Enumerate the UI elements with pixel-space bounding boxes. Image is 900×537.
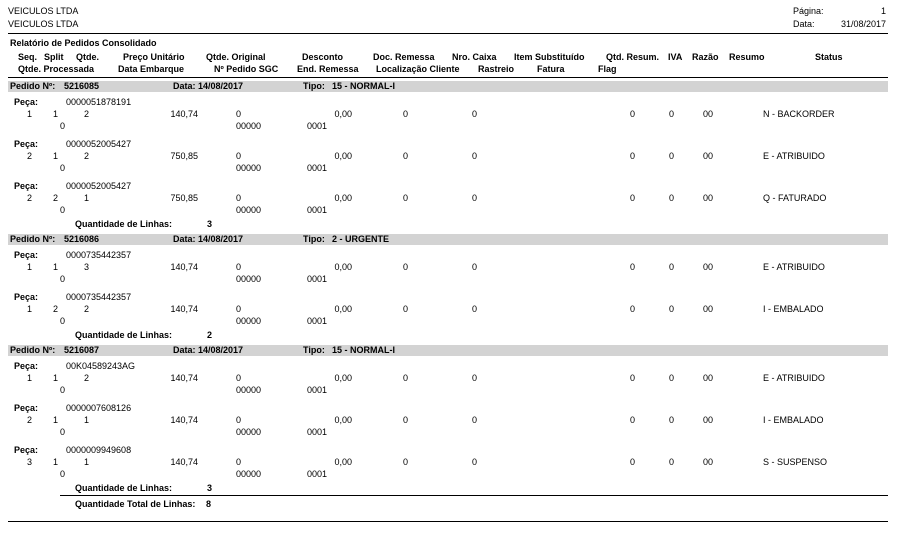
lines-count: 2 <box>207 330 213 340</box>
item-razao: 00 <box>703 415 714 425</box>
lines-count-label: Quantidade de Linhas: <box>75 483 173 493</box>
item-qtde-original: 0 <box>236 193 242 203</box>
item-seq: 1 <box>26 109 32 119</box>
col-end-remessa: End. Remessa <box>297 64 359 74</box>
item-qtde-original: 0 <box>236 304 242 314</box>
item-razao: 00 <box>703 304 714 314</box>
item-status: I - EMBALADO <box>763 415 824 425</box>
item-seq: 1 <box>26 373 32 383</box>
item-iva: 0 <box>669 151 675 161</box>
item-split: 1 <box>52 109 58 119</box>
part-label: Peça: <box>14 139 39 149</box>
total-divider <box>60 495 888 496</box>
col-seq: Seq. <box>18 52 38 62</box>
col-preco-unitario: Preço Unitário <box>123 52 185 62</box>
item-n-pedido-sgc: 00000 <box>236 385 262 395</box>
item-end-remessa: 0001 <box>307 316 328 326</box>
col-data-embarque: Data Embarque <box>118 64 185 74</box>
order-header-band <box>8 81 888 92</box>
item-seq: 2 <box>26 193 32 203</box>
item-status: Q - FATURADO <box>763 193 827 203</box>
col-razao: Razão <box>692 52 719 62</box>
order-type-label: Tipo: <box>303 81 325 91</box>
item-qtde-original: 0 <box>236 415 242 425</box>
order-type-label: Tipo: <box>303 234 325 244</box>
col-qtde-original: Qtde. Original <box>206 52 266 62</box>
item-nro-caixa: 0 <box>472 457 478 467</box>
item-seq: 2 <box>26 151 32 161</box>
company-name-line2: VEICULOS LTDA <box>8 19 79 29</box>
col-split: Split <box>44 52 64 62</box>
item-iva: 0 <box>669 457 675 467</box>
col-status: Status <box>815 52 843 62</box>
item-n-pedido-sgc: 00000 <box>236 427 262 437</box>
item-razao: 00 <box>703 457 714 467</box>
col-qtde: Qtde. <box>76 52 100 62</box>
item-qtd-resum: 0 <box>630 262 636 272</box>
item-qtd-resum: 0 <box>630 373 636 383</box>
page-label: Página: <box>793 6 824 16</box>
item-qtde: 2 <box>83 109 89 119</box>
item-end-remessa: 0001 <box>307 427 328 437</box>
col-fatura: Fatura <box>537 64 565 74</box>
part-number: 0000009949608 <box>66 445 132 455</box>
order-date-label: Data: <box>173 345 196 355</box>
item-seq: 3 <box>26 457 32 467</box>
col-rastreio: Rastreio <box>478 64 515 74</box>
item-split: 1 <box>52 262 58 272</box>
col-resumo: Resumo <box>729 52 765 62</box>
item-razao: 00 <box>703 151 714 161</box>
item-nro-caixa: 0 <box>472 193 478 203</box>
total-lines-count: 8 <box>206 499 212 509</box>
col-qtd-resum: Qtd. Resum. <box>606 52 660 62</box>
order-date-label: Data: <box>173 234 196 244</box>
item-qtde-original: 0 <box>236 109 242 119</box>
item-razao: 00 <box>703 373 714 383</box>
item-end-remessa: 0001 <box>307 121 328 131</box>
item-qtde-processada: 0 <box>60 205 66 215</box>
item-status: E - ATRIBUIDO <box>763 151 825 161</box>
part-number: 0000052005427 <box>66 139 132 149</box>
item-qtd-resum: 0 <box>630 304 636 314</box>
lines-count-label: Quantidade de Linhas: <box>75 330 173 340</box>
item-razao: 00 <box>703 193 714 203</box>
item-preco-unitario: 140,74 <box>170 109 198 119</box>
total-lines-label: Quantidade Total de Linhas: <box>75 499 196 509</box>
order-number: 5216087 <box>64 345 100 355</box>
item-preco-unitario: 140,74 <box>170 373 198 383</box>
item-status: S - SUSPENSO <box>763 457 828 467</box>
item-n-pedido-sgc: 00000 <box>236 163 262 173</box>
item-status: E - ATRIBUIDO <box>763 262 825 272</box>
item-qtde-processada: 0 <box>60 385 66 395</box>
item-nro-caixa: 0 <box>472 373 478 383</box>
item-qtd-resum: 0 <box>630 151 636 161</box>
item-qtd-resum: 0 <box>630 193 636 203</box>
order-type-label: Tipo: <box>303 345 325 355</box>
item-split: 1 <box>52 373 58 383</box>
item-end-remessa: 0001 <box>307 205 328 215</box>
order-date-label: Data: <box>173 81 196 91</box>
part-label: Peça: <box>14 181 39 191</box>
order-number-label: Pedido Nº: <box>10 81 56 91</box>
item-split: 1 <box>52 457 58 467</box>
order-date: 14/08/2017 <box>198 81 244 91</box>
col-desconto: Desconto <box>302 52 344 62</box>
order-number: 5216085 <box>64 81 100 91</box>
item-split: 1 <box>52 415 58 425</box>
item-qtde-processada: 0 <box>60 121 66 131</box>
item-desconto: 0,00 <box>334 415 352 425</box>
lines-count-label: Quantidade de Linhas: <box>75 219 173 229</box>
item-qtde-processada: 0 <box>60 469 66 479</box>
date-label: Data: <box>793 19 815 29</box>
item-end-remessa: 0001 <box>307 163 328 173</box>
item-doc-remessa: 0 <box>403 457 409 467</box>
lines-count: 3 <box>207 483 213 493</box>
order-date: 14/08/2017 <box>198 345 244 355</box>
item-doc-remessa: 0 <box>403 304 409 314</box>
item-desconto: 0,00 <box>334 373 352 383</box>
item-n-pedido-sgc: 00000 <box>236 121 262 131</box>
item-split: 1 <box>52 151 58 161</box>
col-nro-caixa: Nro. Caixa <box>452 52 497 62</box>
item-razao: 00 <box>703 109 714 119</box>
item-qtde-processada: 0 <box>60 427 66 437</box>
item-qtde: 3 <box>83 262 89 272</box>
item-iva: 0 <box>669 262 675 272</box>
item-desconto: 0,00 <box>334 262 352 272</box>
report-date: 31/08/2017 <box>840 19 886 29</box>
company-name-line1: VEICULOS LTDA <box>8 6 79 16</box>
part-label: Peça: <box>14 445 39 455</box>
item-n-pedido-sgc: 00000 <box>236 469 262 479</box>
item-status: I - EMBALADO <box>763 304 824 314</box>
part-number: 0000735442357 <box>66 250 132 260</box>
part-label: Peça: <box>14 292 39 302</box>
col-doc-remessa: Doc. Remessa <box>373 52 435 62</box>
item-iva: 0 <box>669 109 675 119</box>
item-n-pedido-sgc: 00000 <box>236 316 262 326</box>
item-iva: 0 <box>669 193 675 203</box>
item-preco-unitario: 140,74 <box>170 262 198 272</box>
item-end-remessa: 0001 <box>307 469 328 479</box>
item-doc-remessa: 0 <box>403 415 409 425</box>
item-nro-caixa: 0 <box>472 109 478 119</box>
part-number: 0000051878191 <box>66 97 132 107</box>
item-qtde: 2 <box>83 151 89 161</box>
item-iva: 0 <box>669 304 675 314</box>
item-seq: 1 <box>26 304 32 314</box>
item-qtd-resum: 0 <box>630 457 636 467</box>
item-qtde: 1 <box>83 193 89 203</box>
item-iva: 0 <box>669 373 675 383</box>
item-qtde: 2 <box>83 373 89 383</box>
item-qtde-original: 0 <box>236 373 242 383</box>
col-iva: IVA <box>668 52 683 62</box>
item-nro-caixa: 0 <box>472 415 478 425</box>
item-desconto: 0,00 <box>334 151 352 161</box>
part-number: 0000052005427 <box>66 181 132 191</box>
col-qtde-processada: Qtde. Processada <box>18 64 95 74</box>
col-flag: Flag <box>598 64 617 74</box>
part-label: Peça: <box>14 97 39 107</box>
item-nro-caixa: 0 <box>472 304 478 314</box>
item-preco-unitario: 750,85 <box>170 151 198 161</box>
item-preco-unitario: 750,85 <box>170 193 198 203</box>
item-n-pedido-sgc: 00000 <box>236 274 262 284</box>
item-end-remessa: 0001 <box>307 274 328 284</box>
item-preco-unitario: 140,74 <box>170 304 198 314</box>
header-divider <box>8 33 888 34</box>
part-label: Peça: <box>14 403 39 413</box>
item-preco-unitario: 140,74 <box>170 415 198 425</box>
item-desconto: 0,00 <box>334 109 352 119</box>
col-localizacao-cliente: Localização Cliente <box>376 64 460 74</box>
item-qtd-resum: 0 <box>630 415 636 425</box>
item-status: N - BACKORDER <box>763 109 835 119</box>
item-qtde: 1 <box>83 457 89 467</box>
item-preco-unitario: 140,74 <box>170 457 198 467</box>
item-doc-remessa: 0 <box>403 109 409 119</box>
part-number: 0000735442357 <box>66 292 132 302</box>
part-number: 00K04589243AG <box>66 361 136 371</box>
column-header-divider <box>8 77 888 78</box>
order-type: 15 - NORMAL-I <box>332 81 395 91</box>
item-doc-remessa: 0 <box>403 151 409 161</box>
item-seq: 2 <box>26 415 32 425</box>
item-razao: 00 <box>703 262 714 272</box>
item-doc-remessa: 0 <box>403 373 409 383</box>
footer-divider <box>8 521 888 522</box>
item-qtde: 2 <box>83 304 89 314</box>
col-n-pedido-sgc: Nº Pedido SGC <box>214 64 279 74</box>
part-label: Peça: <box>14 250 39 260</box>
item-n-pedido-sgc: 00000 <box>236 205 262 215</box>
item-split: 2 <box>52 304 58 314</box>
lines-count: 3 <box>207 219 213 229</box>
page-number: 1 <box>880 6 886 16</box>
item-nro-caixa: 0 <box>472 262 478 272</box>
order-type: 2 - URGENTE <box>332 234 390 244</box>
order-date: 14/08/2017 <box>198 234 244 244</box>
order-type: 15 - NORMAL-I <box>332 345 395 355</box>
item-qtde-original: 0 <box>236 457 242 467</box>
item-desconto: 0,00 <box>334 193 352 203</box>
order-number: 5216086 <box>64 234 100 244</box>
item-nro-caixa: 0 <box>472 151 478 161</box>
item-doc-remessa: 0 <box>403 262 409 272</box>
item-seq: 1 <box>26 262 32 272</box>
item-desconto: 0,00 <box>334 304 352 314</box>
item-qtd-resum: 0 <box>630 109 636 119</box>
order-number-label: Pedido Nº: <box>10 345 56 355</box>
item-qtde-original: 0 <box>236 262 242 272</box>
item-qtde-original: 0 <box>236 151 242 161</box>
item-desconto: 0,00 <box>334 457 352 467</box>
part-label: Peça: <box>14 361 39 371</box>
order-number-label: Pedido Nº: <box>10 234 56 244</box>
order-header-band <box>8 345 888 356</box>
item-qtde-processada: 0 <box>60 274 66 284</box>
part-number: 0000007608126 <box>66 403 132 413</box>
item-split: 2 <box>52 193 58 203</box>
order-header-band <box>8 234 888 245</box>
item-qtde: 1 <box>83 415 89 425</box>
col-item-substituido: Item Substituído <box>514 52 585 62</box>
report-title: Relatório de Pedidos Consolidado <box>10 38 157 48</box>
item-iva: 0 <box>669 415 675 425</box>
item-doc-remessa: 0 <box>403 193 409 203</box>
item-status: E - ATRIBUIDO <box>763 373 825 383</box>
item-end-remessa: 0001 <box>307 385 328 395</box>
item-qtde-processada: 0 <box>60 163 66 173</box>
item-qtde-processada: 0 <box>60 316 66 326</box>
